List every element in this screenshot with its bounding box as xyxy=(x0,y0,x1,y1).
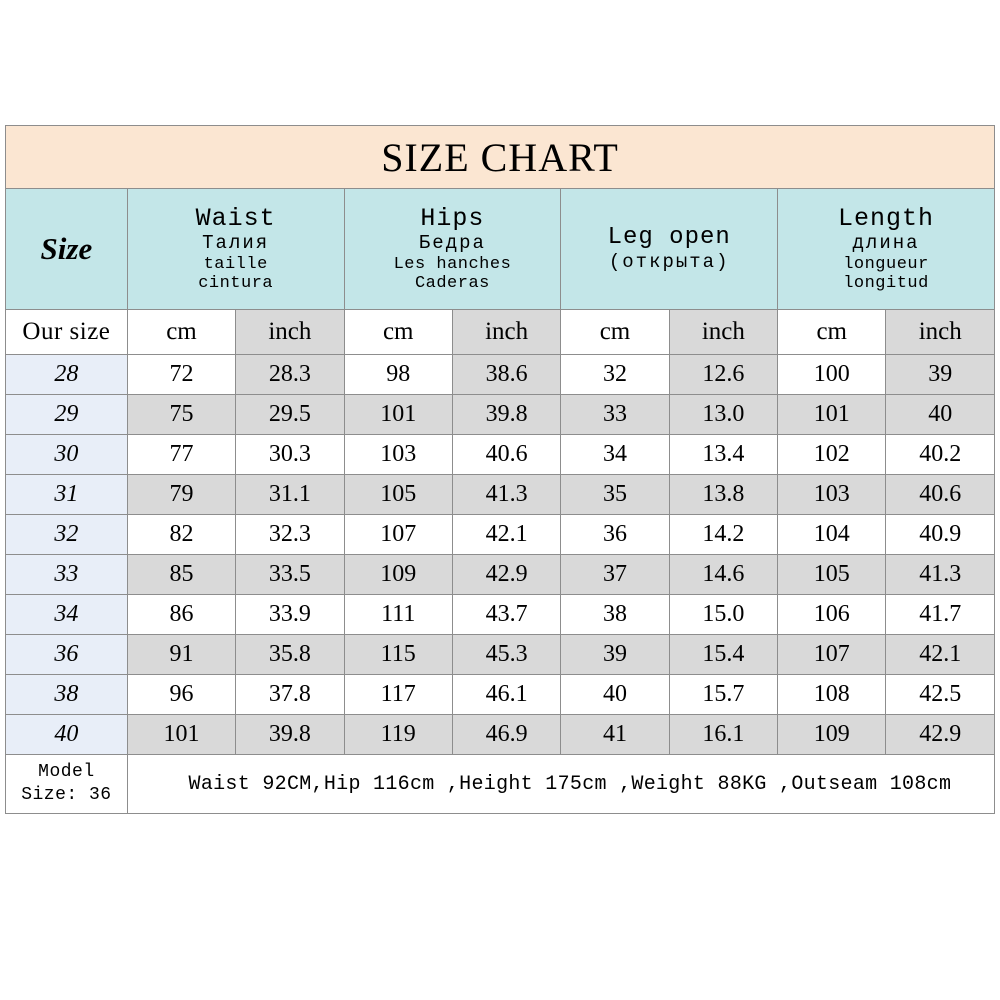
title-row xyxy=(6,126,995,189)
header-waist-es: cintura xyxy=(198,273,274,293)
cell-leg-open-inch: 13.0 xyxy=(669,395,777,435)
cell-leg-open-cm: 37 xyxy=(561,555,669,595)
table-row xyxy=(6,595,995,635)
row-size: 38 xyxy=(6,675,128,715)
cell-hips-cm: 115 xyxy=(344,635,452,675)
cell-hips-inch: 38.6 xyxy=(452,355,560,395)
cell-waist-cm: 85 xyxy=(127,555,235,595)
size-chart-container xyxy=(0,125,1000,814)
header-group-leg-open xyxy=(561,189,778,310)
cell-hips-cm: 117 xyxy=(344,675,452,715)
row-size: 31 xyxy=(6,475,128,515)
model-measurements xyxy=(127,755,994,814)
cell-length-cm: 109 xyxy=(778,715,886,755)
cell-hips-cm: 103 xyxy=(344,435,452,475)
cell-length-inch: 41.3 xyxy=(886,555,995,595)
header-hips-fr: Les hanches xyxy=(393,254,512,274)
cell-waist-inch: 31.1 xyxy=(236,475,344,515)
row-size: 36 xyxy=(6,635,128,675)
cell-leg-open-inch: 14.6 xyxy=(669,555,777,595)
cell-leg-open-inch: 16.1 xyxy=(669,715,777,755)
header-group-hips xyxy=(344,189,561,310)
cell-waist-inch: 39.8 xyxy=(236,715,344,755)
cell-waist-inch: 33.9 xyxy=(236,595,344,635)
cell-waist-cm: 96 xyxy=(127,675,235,715)
cell-hips-inch: 40.6 xyxy=(452,435,560,475)
cell-hips-cm: 109 xyxy=(344,555,452,595)
cell-leg-open-cm: 38 xyxy=(561,595,669,635)
cell-leg-open-cm: 33 xyxy=(561,395,669,435)
row-size: 32 xyxy=(6,515,128,555)
cell-leg-open-inch: 12.6 xyxy=(669,355,777,395)
cell-leg-open-inch: 13.8 xyxy=(669,475,777,515)
cell-length-cm: 100 xyxy=(778,355,886,395)
cell-length-inch: 40.2 xyxy=(886,435,995,475)
model-label-line2: Size: 36 xyxy=(21,785,112,805)
cell-length-inch: 42.5 xyxy=(886,675,995,715)
unit-hips-inch: inch xyxy=(452,310,560,355)
cell-leg-open-cm: 39 xyxy=(561,635,669,675)
cell-length-cm: 105 xyxy=(778,555,886,595)
header-length-ru: длина xyxy=(852,232,920,255)
table-row xyxy=(6,715,995,755)
cell-waist-cm: 79 xyxy=(127,475,235,515)
header-length-es: longitud xyxy=(843,273,929,293)
cell-hips-inch: 46.9 xyxy=(452,715,560,755)
table-row xyxy=(6,395,995,435)
cell-length-cm: 107 xyxy=(778,635,886,675)
cell-leg-open-cm: 32 xyxy=(561,355,669,395)
cell-hips-inch: 42.1 xyxy=(452,515,560,555)
cell-leg-open-cm: 34 xyxy=(561,435,669,475)
cell-leg-open-cm: 40 xyxy=(561,675,669,715)
cell-length-inch: 40.6 xyxy=(886,475,995,515)
cell-leg-open-cm: 35 xyxy=(561,475,669,515)
cell-length-inch: 41.7 xyxy=(886,595,995,635)
header-leg-open-ru: (открыта) xyxy=(608,250,730,273)
header-leg-open-name: Leg open xyxy=(607,223,731,251)
header-length-name: Length xyxy=(838,204,935,234)
cell-length-inch: 42.9 xyxy=(886,715,995,755)
cell-waist-cm: 86 xyxy=(127,595,235,635)
model-label-line1: Model xyxy=(38,761,95,782)
cell-leg-open-inch: 15.0 xyxy=(669,595,777,635)
cell-hips-inch: 39.8 xyxy=(452,395,560,435)
cell-hips-cm: 101 xyxy=(344,395,452,435)
unit-leg-open-cm: cm xyxy=(561,310,669,355)
cell-hips-cm: 107 xyxy=(344,515,452,555)
cell-waist-cm: 101 xyxy=(127,715,235,755)
table-row xyxy=(6,555,995,595)
table-row xyxy=(6,635,995,675)
cell-waist-inch: 30.3 xyxy=(236,435,344,475)
header-hips-es: Caderas xyxy=(414,273,490,293)
model-measurements-text: Waist 92CM,Hip 116cm ,Height 175cm ,Weight 88KG ,Outseam 108cm xyxy=(188,772,952,796)
cell-waist-inch: 37.8 xyxy=(236,675,344,715)
cell-hips-inch: 45.3 xyxy=(452,635,560,675)
cell-length-cm: 101 xyxy=(778,395,886,435)
cell-hips-cm: 119 xyxy=(344,715,452,755)
cell-length-cm: 104 xyxy=(778,515,886,555)
cell-length-cm: 102 xyxy=(778,435,886,475)
unit-hips-cm: cm xyxy=(344,310,452,355)
cell-leg-open-inch: 15.4 xyxy=(669,635,777,675)
header-group-row xyxy=(6,189,995,310)
table-row xyxy=(6,475,995,515)
cell-hips-inch: 41.3 xyxy=(452,475,560,515)
header-waist-ru: Талия xyxy=(202,232,270,255)
cell-leg-open-inch: 15.7 xyxy=(669,675,777,715)
table-row xyxy=(6,675,995,715)
page-title: SIZE CHART xyxy=(6,126,995,189)
cell-length-inch: 40 xyxy=(886,395,995,435)
row-size: 29 xyxy=(6,395,128,435)
cell-length-cm: 108 xyxy=(778,675,886,715)
cell-length-inch: 42.1 xyxy=(886,635,995,675)
header-hips-name: Hips xyxy=(420,204,485,234)
size-chart-table xyxy=(5,125,995,814)
cell-waist-cm: 75 xyxy=(127,395,235,435)
unit-waist-inch: inch xyxy=(236,310,344,355)
table-row xyxy=(6,515,995,555)
cell-waist-cm: 82 xyxy=(127,515,235,555)
header-length-fr: longueur xyxy=(843,254,929,274)
row-size: 33 xyxy=(6,555,128,595)
header-group-waist xyxy=(127,189,344,310)
cell-waist-inch: 29.5 xyxy=(236,395,344,435)
cell-waist-inch: 33.5 xyxy=(236,555,344,595)
row-size: 28 xyxy=(6,355,128,395)
unit-leg-open-inch: inch xyxy=(669,310,777,355)
row-size: 40 xyxy=(6,715,128,755)
header-waist-name: Waist xyxy=(195,204,276,234)
cell-length-cm: 103 xyxy=(778,475,886,515)
header-size: Size xyxy=(6,189,128,310)
cell-waist-inch: 35.8 xyxy=(236,635,344,675)
header-hips-ru: Бедра xyxy=(418,232,486,255)
unit-length-inch: inch xyxy=(886,310,995,355)
cell-waist-cm: 91 xyxy=(127,635,235,675)
row-size: 34 xyxy=(6,595,128,635)
cell-length-cm: 106 xyxy=(778,595,886,635)
cell-hips-inch: 42.9 xyxy=(452,555,560,595)
cell-length-inch: 39 xyxy=(886,355,995,395)
header-group-length xyxy=(778,189,995,310)
table-row xyxy=(6,435,995,475)
cell-hips-inch: 43.7 xyxy=(452,595,560,635)
model-row xyxy=(6,755,995,814)
cell-leg-open-cm: 36 xyxy=(561,515,669,555)
cell-hips-cm: 105 xyxy=(344,475,452,515)
cell-length-inch: 40.9 xyxy=(886,515,995,555)
header-waist-fr: taille xyxy=(203,254,268,274)
cell-waist-inch: 32.3 xyxy=(236,515,344,555)
cell-leg-open-cm: 41 xyxy=(561,715,669,755)
cell-waist-inch: 28.3 xyxy=(236,355,344,395)
cell-hips-inch: 46.1 xyxy=(452,675,560,715)
row-size: 30 xyxy=(6,435,128,475)
unit-row xyxy=(6,310,995,355)
cell-hips-cm: 98 xyxy=(344,355,452,395)
cell-hips-cm: 111 xyxy=(344,595,452,635)
cell-waist-cm: 72 xyxy=(127,355,235,395)
table-row xyxy=(6,355,995,395)
unit-length-cm: cm xyxy=(778,310,886,355)
unit-waist-cm: cm xyxy=(127,310,235,355)
header-our-size: Our size xyxy=(6,310,128,355)
cell-leg-open-inch: 14.2 xyxy=(669,515,777,555)
model-size-label xyxy=(6,755,128,814)
cell-waist-cm: 77 xyxy=(127,435,235,475)
cell-leg-open-inch: 13.4 xyxy=(669,435,777,475)
